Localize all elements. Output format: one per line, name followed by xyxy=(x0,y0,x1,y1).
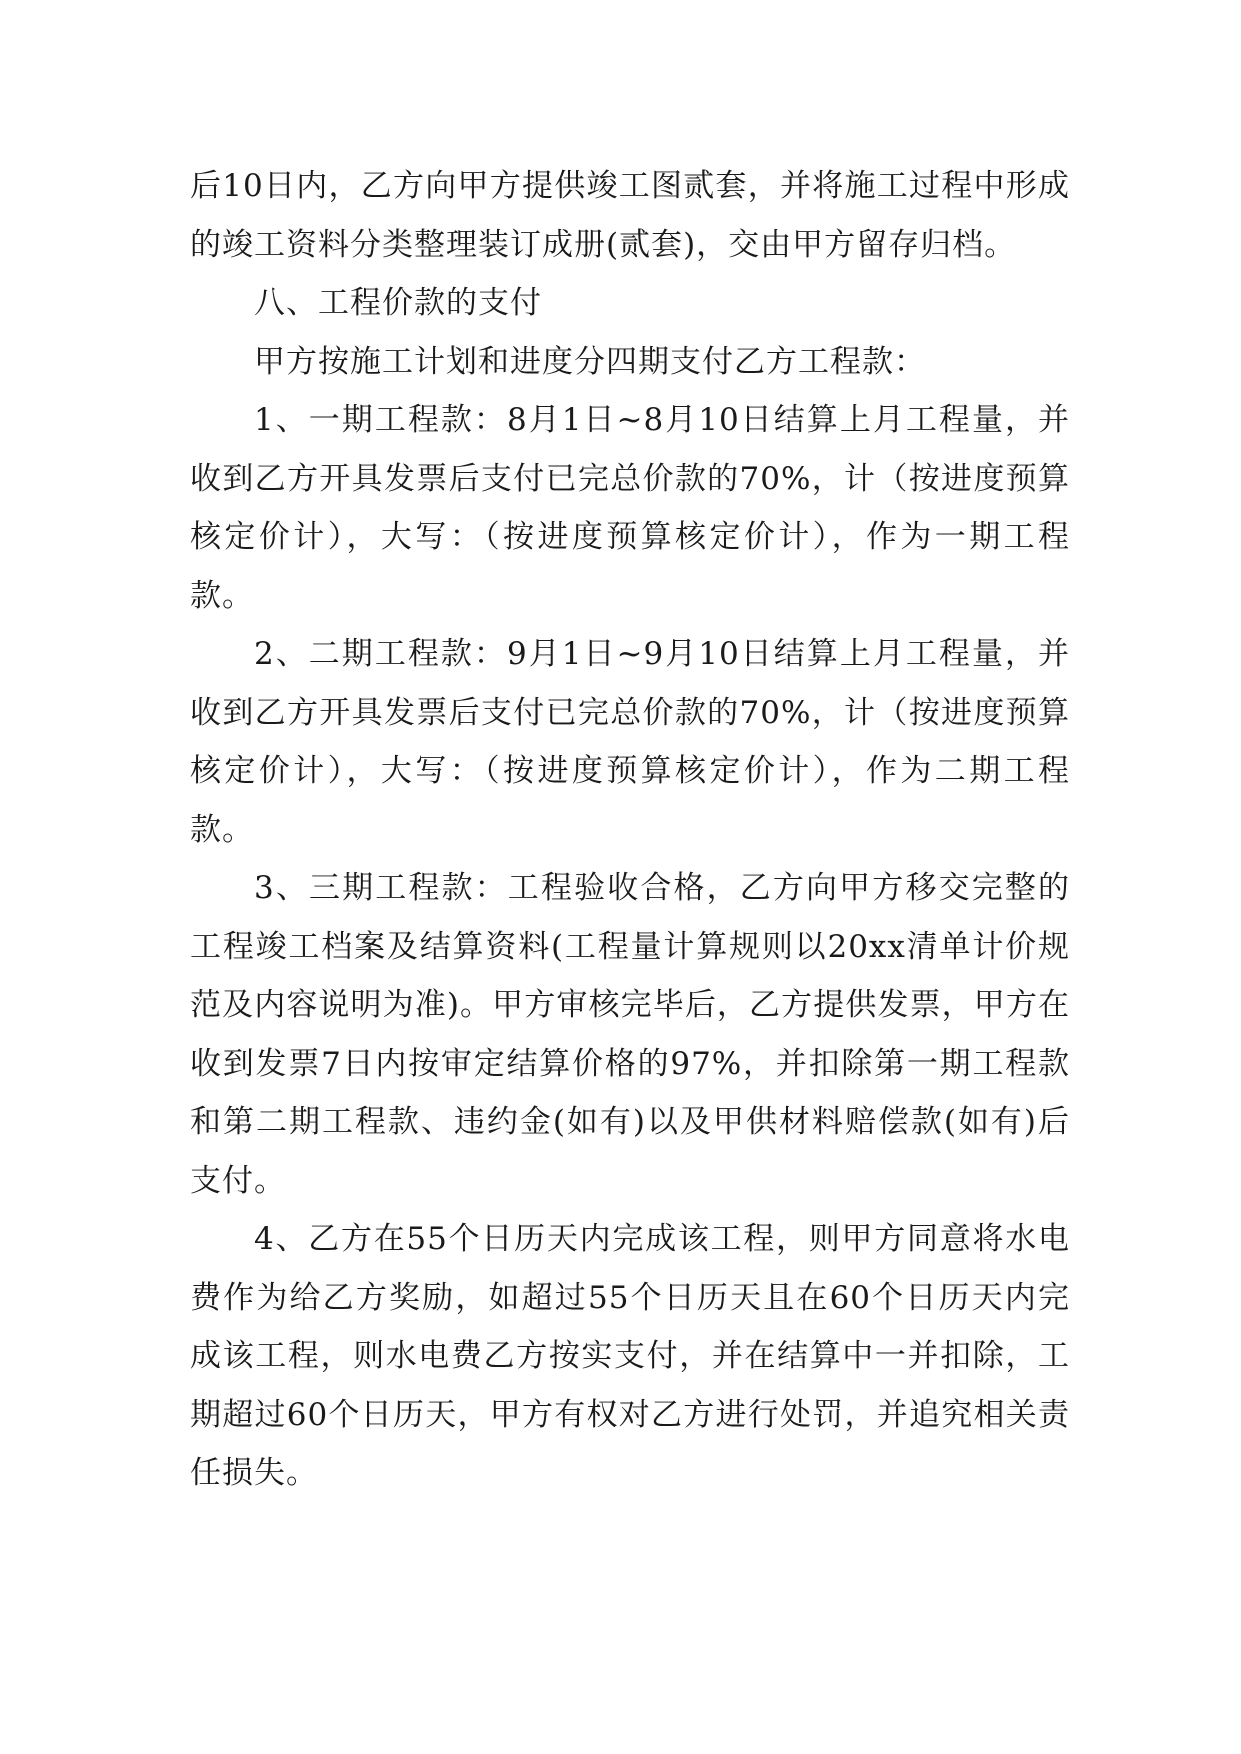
paragraph-payment-phase-2: 2、二期工程款：9月1日~9月10日结算上月工程量，并收到乙方开具发票后支付已完总价款的70%，计（按进度预算核定价计），大写：（按进度预算核定价计），作为二期工程款。 xyxy=(190,636,1070,848)
paragraph-payment-phase-4: 4、乙方在55个日历天内完成该工程，则甲方同意将水电费作为给乙方奖励，如超过55个日历天且在60个日历天内完成该工程，则水电费乙方按实支付，并在结算中一并扣除，工期超过60个日历天，甲方有权对乙方进行处罚，并追究相关责任损失。 xyxy=(190,1221,1070,1491)
paragraph-payment-phase-3: 3、三期工程款：工程验收合格，乙方向甲方移交完整的工程竣工档案及结算资料(工程量计算规则以20xx清单计价规范及内容说明为准)。甲方审核完毕后，乙方提供发票，甲方在收到发票7日内按审定结算价格的97%，并扣除第一期工程款和第二期工程款、违约金(如有)以及甲供材料赔偿款(如有)后支付。 xyxy=(190,870,1070,1199)
paragraph-payment-intro: 甲方按施工计划和进度分四期支付乙方工程款： xyxy=(254,343,926,380)
document-body xyxy=(190,157,1070,1503)
paragraph-payment-phase-1: 1、一期工程款：8月1日~8月10日结算上月工程量，并收到乙方开具发票后支付已完总价款的70%，计（按进度预算核定价计），大写：（按进度预算核定价计），作为一期工程款。 xyxy=(190,402,1070,614)
paragraph-continuation: 后10日内，乙方向甲方提供竣工图贰套，并将施工过程中形成的竣工资料分类整理装订成册(贰套)，交由甲方留存归档。 xyxy=(190,168,1070,263)
section-heading-payment: 八、工程价款的支付 xyxy=(254,285,542,321)
